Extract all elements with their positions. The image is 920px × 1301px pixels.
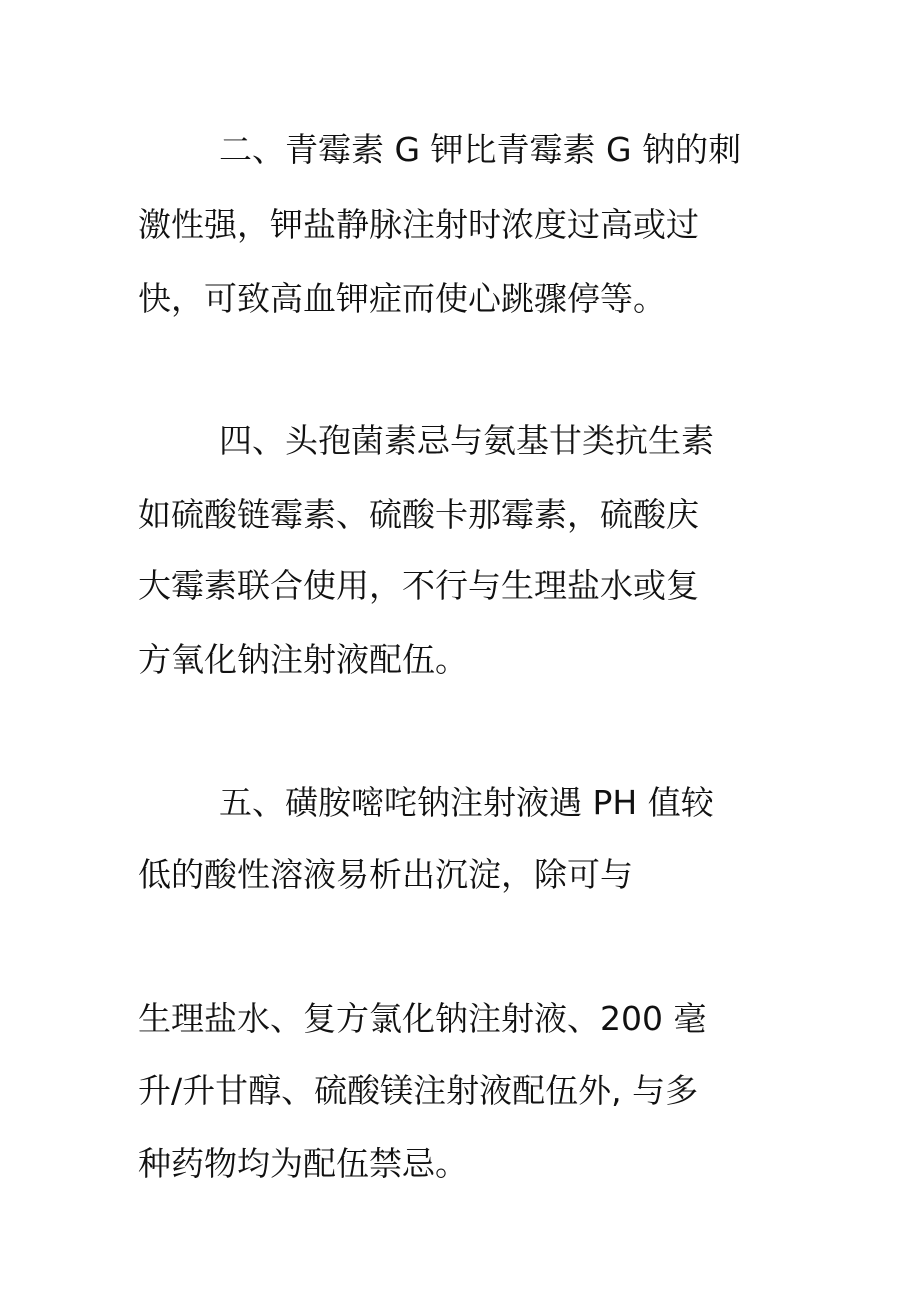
section-2-line-2: 如硫酸链霉素、硫酸卡那霉素，硫酸庆 — [138, 495, 699, 534]
section-2-line-3: 大霉素联合使用，不行与生理盐水或复 — [138, 566, 699, 605]
section-2-line-1: 四、头孢菌素忌与氨基甘类抗生素 — [219, 421, 714, 460]
section-4-line-2: 升/升甘醇、硫酸镁注射液配伍外, 与多 — [138, 1071, 699, 1110]
section-4-line-3: 种药物均为配伍禁忌。 — [138, 1144, 468, 1183]
section-3-line-2: 低的酸性溶液易析出沉淀，除可与 — [138, 855, 633, 894]
section-2-line-4: 方氧化钠注射液配伍。 — [138, 640, 468, 679]
section-4-line-1: 生理盐水、复方氯化钠注射液、200 毫 — [138, 999, 707, 1038]
section-1-line-2: 激性强，钾盐静脉注射时浓度过高或过 — [138, 205, 699, 244]
section-1-line-3: 快，可致高血钾症而使心跳骤停等。 — [138, 279, 666, 318]
section-1-line-1: 二、青霉素 G 钾比青霉素 G 钠的刺 — [219, 130, 742, 169]
section-3-line-1: 五、磺胺嘧咤钠注射液遇 PH 值较 — [219, 783, 714, 822]
